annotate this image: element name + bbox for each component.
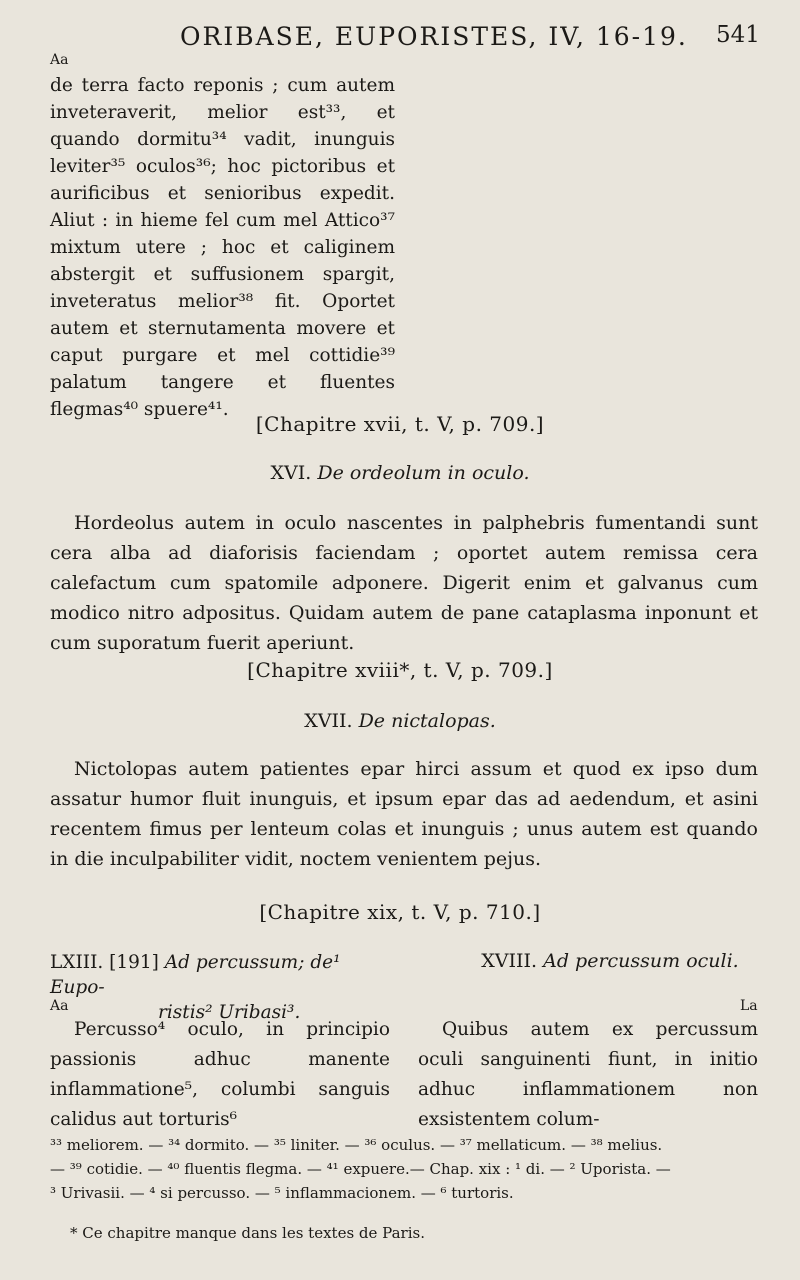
right-column <box>418 1015 758 1135</box>
footnote-line: ³³ meliorem. — ³⁴ dormito. — ³⁵ liniter. — ³⁶ oculus. — ³⁷ mellaticum. — ³⁸ melius. <box>50 1136 663 1154</box>
footnote-line: ³ Urivasii. — ⁴ si percusso. — ⁵ inflammacionem. — ⁶ turtoris. <box>50 1184 514 1202</box>
margin-siglum: Aa <box>50 52 69 68</box>
left-column-text: Percusso⁴ oculo, in principio passionis adhuc manente inflammatione⁵, columbi sanguis calidus aut torturis⁶ <box>50 1019 390 1130</box>
section-text: Nictolopas autem patientes epar hirci assum et quod ex ipso dum assatur humor fluit inunguis, et ipsum epar das ad aedendum, et asini recentem fimus per lenteum colas et inunguis ; unus autem est quando in die inculpabiliter vidit, noctem venientem pejus. <box>50 758 758 870</box>
chapter-reference: [Chapitre xvii, t. V, p. 709.] <box>255 412 545 436</box>
chapter-reference: [Chapitre xviii*, t. V, p. 709.] <box>247 658 553 682</box>
chapter-reference: [Chapitre xix, t. V, p. 710.] <box>259 900 541 924</box>
intro-paragraph <box>50 72 395 423</box>
left-column <box>50 1015 390 1135</box>
section-heading <box>0 462 800 484</box>
section-title: De ordeolum in oculo. <box>317 462 530 484</box>
left-column-heading <box>50 950 390 1025</box>
star-note: * Ce chapitre manque dans les textes de Paris. <box>70 1224 425 1242</box>
heading-title: Ad percussum oculi. <box>543 950 739 972</box>
section-paragraph <box>50 754 758 874</box>
heading-title-line2: ristis² Uribasi³. <box>158 1002 301 1023</box>
section-text: Hordeolus autem in oculo nascentes in palphebris fumentandi sunt cera alba ad diaforisis faciendam ; oportet autem remissa cera calefactum cum spatomile adponere. Digerit enim et galvanus cum modico nitro adpositus. Quidam autem de pane cataplasma inponunt et cum suporatum fuerit aperiunt. <box>50 512 758 654</box>
heading-number: XVIII. <box>481 950 538 972</box>
margin-siglum-left: Aa <box>50 998 69 1014</box>
section-heading <box>0 710 800 732</box>
section-title: De nictalopas. <box>358 710 496 732</box>
margin-siglum-right: La <box>740 998 758 1014</box>
section-number: XVII. <box>304 710 353 732</box>
right-column-text: Quibus autem ex percussum oculi sanguinenti fiunt, in initio adhuc inflammationem non exsistentem colum- <box>418 1019 758 1130</box>
heading-number: LXIII. [191] <box>50 952 159 973</box>
running-head: ORIBASE, EUPORISTES, IV, 16-19. <box>180 22 688 51</box>
page-number: 541 <box>716 22 760 48</box>
section-number: XVI. <box>270 462 312 484</box>
footnote-line: — ³⁹ cotidie. — ⁴⁰ fluentis flegma. — ⁴¹ expuere.— Chap. xix : ¹ di. — ² Uporista. — <box>50 1160 671 1178</box>
section-paragraph <box>50 508 758 658</box>
intro-text: de terra facto reponis ; cum autem inveteraverit, melior est³³, et quando dormitu³⁴ vadit, inunguis leviter³⁵ oculos³⁶; hoc pictoribus et aurificibus et senioribus expedit. Aliut : in hieme fel cum mel Attico³⁷ mixtum utere ; hoc et caliginem abstergit et suffusionem spargit, inveteratus melior³⁸ fit. Oportet autem et sternutamenta movere et caput purgare et mel cottidie³⁹ palatum tangere et fluentes flegmas⁴⁰ spuere⁴¹. <box>50 75 395 420</box>
heading-title-line1: Ad percussum; de¹ Eupo- <box>50 952 341 998</box>
footnotes <box>50 1133 760 1205</box>
right-column-heading <box>465 950 755 972</box>
